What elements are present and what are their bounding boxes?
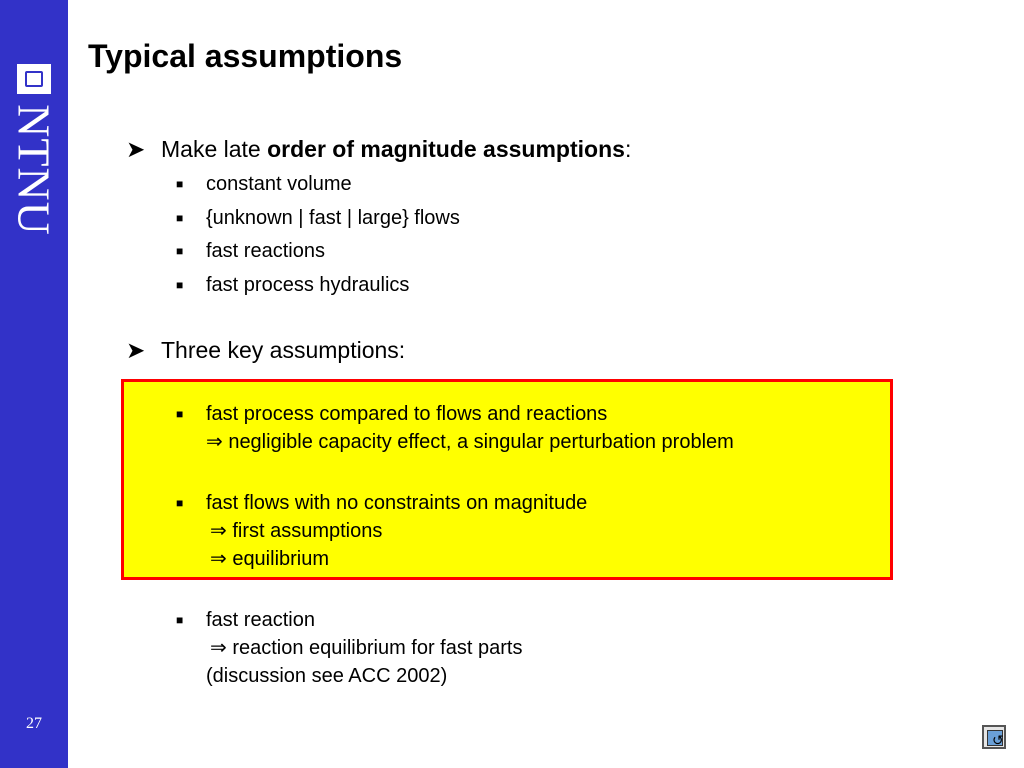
ntnu-logo-icon [17, 64, 51, 94]
square-bullet-icon: ■ [176, 496, 184, 510]
page-number: 27 [26, 715, 42, 732]
square-bullet-icon: ■ [176, 407, 184, 421]
square-bullet-icon: ■ [176, 613, 184, 627]
square-bullet-icon: ■ [176, 244, 184, 258]
square-bullet-icon: ■ [176, 177, 184, 191]
return-nav-button[interactable] [982, 725, 1006, 749]
slide-title: Typical assumptions [88, 38, 403, 74]
return-arrow-icon: ↺ [987, 730, 1003, 746]
arrowhead-bullet-icon: ➤ [126, 337, 146, 363]
ntnu-logo-text: NTNU [8, 104, 60, 236]
arrowhead-bullet-icon: ➤ [126, 136, 146, 162]
sidebar [0, 0, 68, 768]
square-bullet-icon: ■ [176, 211, 184, 225]
bullet-text: Make late order of magnitude assumptions: [161, 136, 632, 162]
square-bullet-icon: ■ [176, 278, 184, 292]
